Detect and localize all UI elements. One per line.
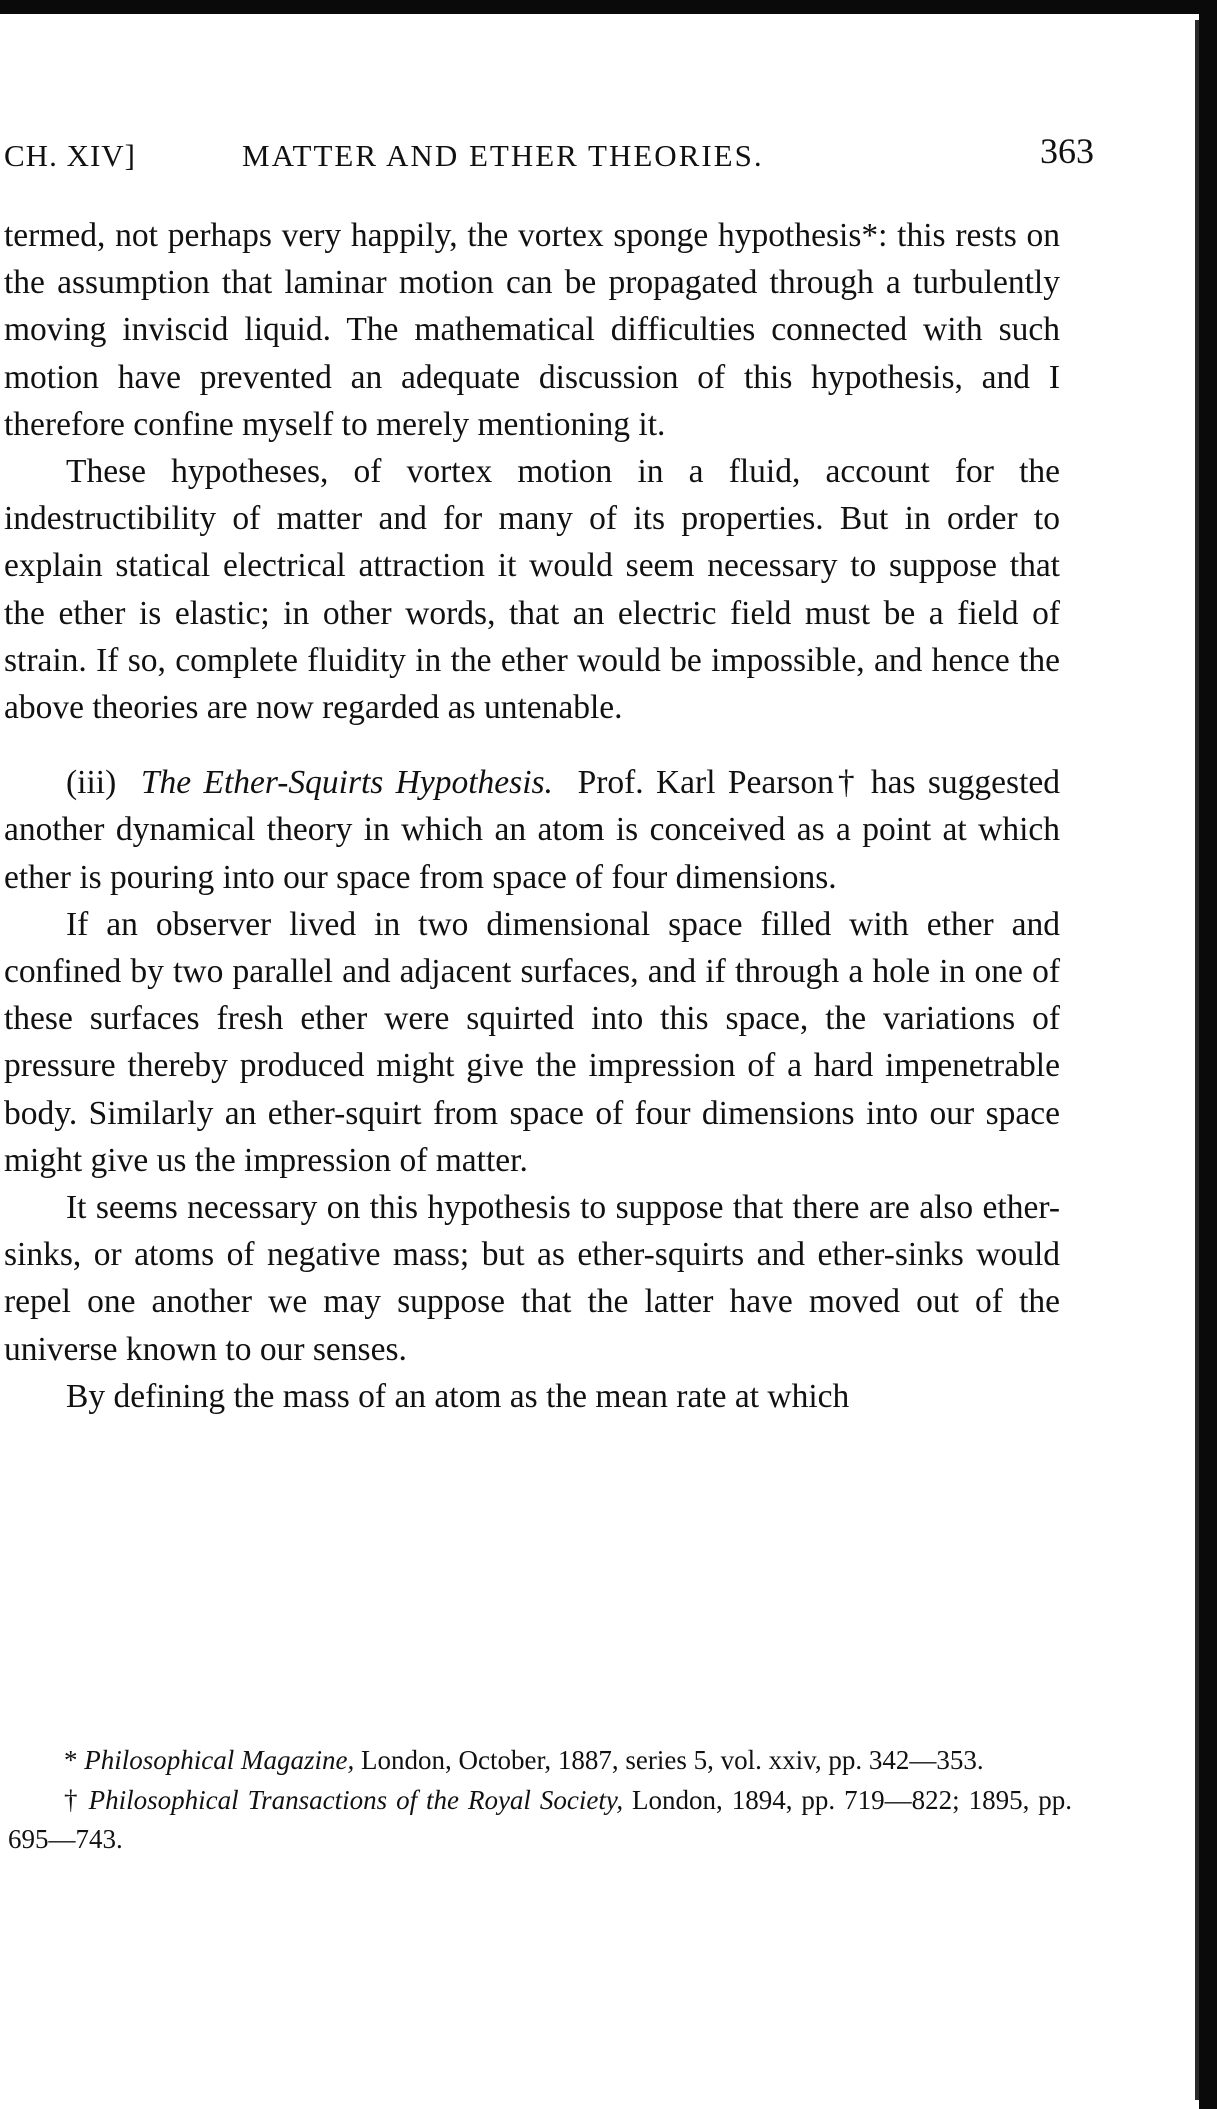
running-head — [4, 130, 1094, 180]
section-heading: The Ether-Squirts Hypothesis. — [140, 764, 553, 802]
chapter-title: MATTER AND ETHER THEORIES. — [242, 138, 764, 173]
paragraph-mass-definition: By defining the mass of an atom as the mean rate at which — [66, 1377, 850, 1415]
section-text: Prof. Karl Pearson† has suggested another dynamical theory in which an atom is conceived as a point at which ether is pouring into our space from space of four dimensions. — [4, 764, 1061, 896]
body-text — [4, 212, 1060, 1420]
footnote-star-mark: * — [64, 1745, 78, 1775]
page-number: 363 — [1040, 131, 1094, 171]
footnotes — [8, 1741, 1072, 1860]
paragraph-two-dimensional: If an observer lived in two dimensional space filled with ether and confined by two parallel and adjacent surfaces, and if through a hole in one of these surfaces fresh ether were squirted into this space, the variations of pressure thereby produced might give the impression of a hard impenetrable body. Similarly an ether-squirt from space of four dimensions into our space might give us the impression of matter. — [4, 905, 1060, 1179]
page-edge-shadow — [1199, 0, 1217, 2109]
footnote-dagger-source: Philosophical Transactions of the Royal Society, — [88, 1784, 624, 1815]
page-edge-line — [1195, 20, 1199, 2100]
paragraph-vortex-sponge: termed, not perhaps very happily, the vortex sponge hypothesis*: this rests on the assumption that laminar motion can be propagated through a turbulently moving inviscid liquid. The mathematical difficulties connected with such motion have prevented an adequate discussion of this hypothesis, and I therefore confine myself to merely mentioning it. — [4, 217, 1060, 443]
paragraph-vortex-hypotheses: These hypotheses, of vortex motion in a fluid, account for the indestructibility of matter and for many of its properties. But in order to explain statical electrical attraction it would seem necessary to suppose that the ether is elastic; in other words, that an electric field must be a field of strain. If so, complete fluidity in the ether would be impossible, and hence the above theories are now regarded as untenable. — [4, 453, 1060, 727]
footnote-dagger-text: London, 1894, pp. 719—822; 1895, pp. 695—743. — [8, 1784, 1073, 1854]
paragraph-ether-squirts — [4, 759, 1060, 901]
section-number: (iii) — [66, 764, 117, 802]
chapter-label: CH. XIV] — [4, 138, 136, 173]
footnote-star — [8, 1741, 1072, 1781]
footnote-star-source: Philosophical Magazine, — [84, 1745, 355, 1775]
paragraph-ether-sinks: It seems necessary on this hypothesis to suppose that there are also ether-sinks, or atoms of negative mass; but as ether-squirts and ether-sinks would repel one another we may suppose that the latter have moved out of the universe known to our senses. — [4, 1189, 1060, 1368]
footnote-dagger — [8, 1781, 1072, 1860]
footnote-star-text: London, October, 1887, series 5, vol. xxiv, pp. 342—353. — [360, 1745, 984, 1775]
footnote-dagger-mark: † — [64, 1784, 80, 1815]
